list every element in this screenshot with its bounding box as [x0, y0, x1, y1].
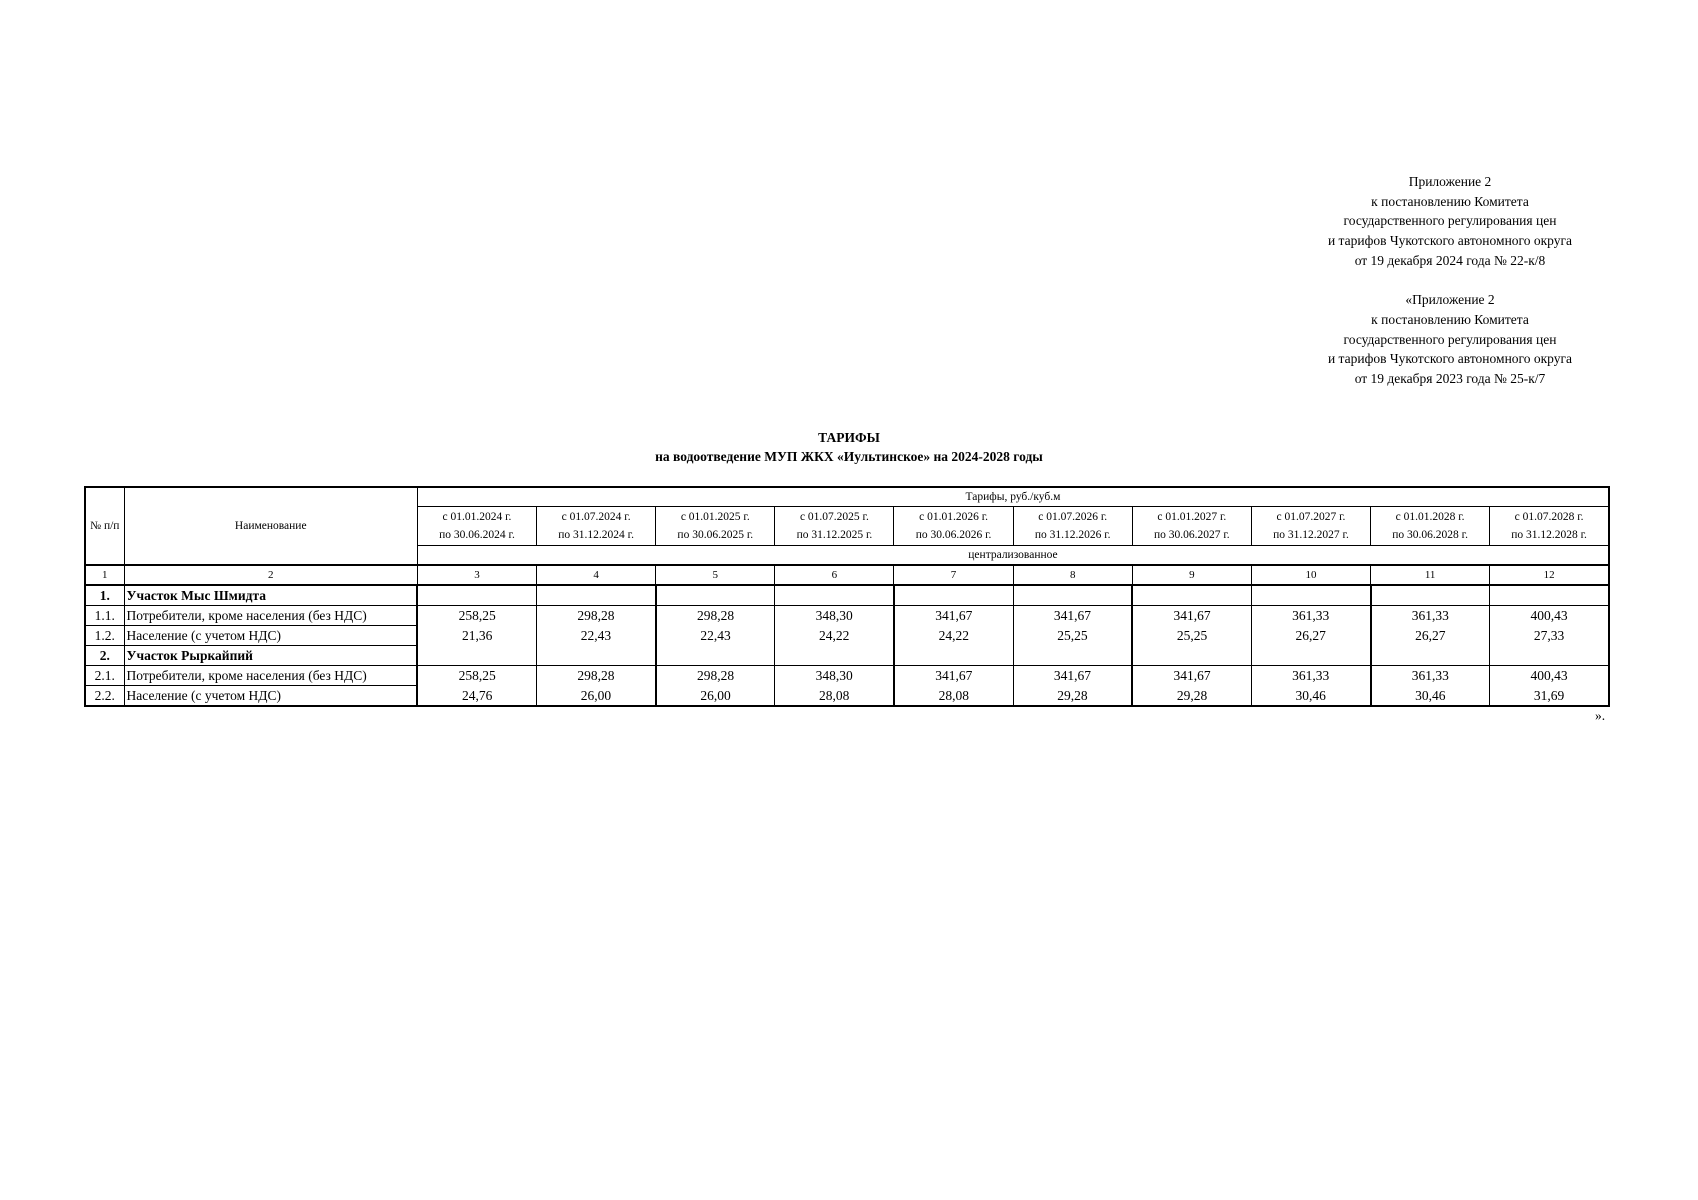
header-period-from: с 01.01.2025 г. — [680, 511, 750, 523]
tariff-value — [656, 646, 775, 666]
header-period-to: по 31.12.2027 г. — [1273, 529, 1349, 541]
tariff-value — [1371, 646, 1490, 666]
tariff-value: 26,00 — [537, 686, 656, 707]
tariff-value: 25,25 — [1132, 626, 1251, 646]
tariff-value: 341,67 — [1013, 606, 1132, 626]
column-number-1: 1 — [85, 565, 124, 585]
tariff-value: 341,67 — [1013, 666, 1132, 686]
tariff-value — [1132, 585, 1251, 606]
tariff-value: 28,08 — [894, 686, 1013, 707]
document-title — [0, 428, 1698, 466]
tariff-value: 26,00 — [656, 686, 775, 707]
tariff-value: 258,25 — [417, 666, 536, 686]
appendix-previous-line-1: «Приложение 2 — [1405, 292, 1495, 308]
tariff-value — [1132, 646, 1251, 666]
tariff-value: 28,08 — [775, 686, 894, 707]
header-period-10 — [1490, 507, 1609, 546]
row-name: Население (с учетом НДС) — [124, 626, 417, 646]
closing-quote-mark: ». — [1595, 708, 1606, 723]
row-number: 2.2. — [85, 686, 124, 707]
tariff-value — [894, 585, 1013, 606]
tariff-value: 29,28 — [1013, 686, 1132, 707]
header-period-9 — [1371, 507, 1490, 546]
tariff-value — [1251, 646, 1370, 666]
tariff-value — [1371, 585, 1490, 606]
column-number-12: 12 — [1490, 565, 1609, 585]
header-row-tariffs — [85, 487, 1609, 507]
tariff-value: 341,67 — [1132, 666, 1251, 686]
header-period-1 — [417, 507, 536, 546]
appendix-current-line-3: государственного регулирования цен — [1343, 213, 1557, 229]
header-system-type: централизованное — [417, 546, 1609, 566]
header-period-to: по 30.06.2025 г. — [677, 529, 754, 541]
header-period-from: с 01.01.2024 г. — [442, 511, 512, 523]
tariff-value — [1490, 585, 1609, 606]
tariff-value: 24,22 — [894, 626, 1013, 646]
row-number: 1. — [85, 585, 124, 606]
header-period-7 — [1132, 507, 1251, 546]
appendix-current-line-4: и тарифов Чукотского автономного округа — [1327, 233, 1573, 249]
header-period-from: с 01.07.2024 г. — [561, 511, 631, 523]
table-row — [85, 626, 1609, 646]
tariff-value: 341,67 — [894, 606, 1013, 626]
section-name: Участок Мыс Шмидта — [124, 585, 417, 606]
header-period-from: с 01.07.2028 г. — [1514, 511, 1584, 523]
column-number-9: 9 — [1132, 565, 1251, 585]
tariff-value: 298,28 — [537, 666, 656, 686]
tariff-value: 361,33 — [1371, 606, 1490, 626]
tariff-value — [1013, 585, 1132, 606]
appendix-previous-line-4: и тарифов Чукотского автономного округа — [1327, 351, 1573, 367]
tariff-value: 22,43 — [656, 626, 775, 646]
column-number-11: 11 — [1371, 565, 1490, 585]
appendix-previous-line-2: к постановлению Комитета — [1371, 311, 1529, 327]
row-name: Население (с учетом НДС) — [124, 686, 417, 707]
tariff-value: 400,43 — [1490, 606, 1609, 626]
header-period-2 — [537, 507, 656, 546]
tariff-value — [775, 585, 894, 606]
column-number-8: 8 — [1013, 565, 1132, 585]
tariff-value: 348,30 — [775, 666, 894, 686]
tariff-value — [1490, 646, 1609, 666]
appendix-current — [1250, 172, 1650, 271]
header-period-6 — [1013, 507, 1132, 546]
column-number-4: 4 — [537, 565, 656, 585]
tariff-value: 341,67 — [1132, 606, 1251, 626]
appendix-previous-line-5: от 19 декабря 2023 года № 25-к/7 — [1354, 371, 1546, 387]
tariff-value — [1013, 646, 1132, 666]
header-name: Наименование — [124, 487, 417, 565]
column-number-3: 3 — [417, 565, 536, 585]
row-number: 1.1. — [85, 606, 124, 626]
tariff-value: 258,25 — [417, 606, 536, 626]
header-number: № п/п — [85, 487, 124, 565]
table-section-row — [85, 646, 1609, 666]
tariff-value — [537, 646, 656, 666]
header-period-from: с 01.07.2026 г. — [1038, 511, 1108, 523]
header-period-to: по 30.06.2028 г. — [1392, 529, 1468, 541]
header-period-3 — [656, 507, 775, 546]
tariff-value: 298,28 — [537, 606, 656, 626]
header-period-to: по 30.06.2024 г. — [439, 529, 515, 541]
document-title-subtitle: на водоотведение МУП ЖКХ «Иультинское» на 2024-2028 годы — [655, 449, 1043, 464]
appendix-current-line-2: к постановлению Комитета — [1371, 193, 1529, 209]
tariff-value: 29,28 — [1132, 686, 1251, 707]
header-period-from: с 01.01.2028 г. — [1395, 511, 1465, 523]
header-period-to: по 31.12.2028 г. — [1511, 529, 1587, 541]
tariff-value: 31,69 — [1490, 686, 1609, 707]
tariff-value — [537, 585, 656, 606]
tariff-value: 25,25 — [1013, 626, 1132, 646]
tariff-value: 26,27 — [1251, 626, 1370, 646]
header-row-column-numbers — [85, 565, 1609, 585]
tariff-value: 27,33 — [1490, 626, 1609, 646]
column-number-7: 7 — [894, 565, 1013, 585]
tariff-value: 348,30 — [775, 606, 894, 626]
header-period-4 — [775, 507, 894, 546]
tariff-value: 361,33 — [1371, 666, 1490, 686]
tariff-value: 361,33 — [1251, 606, 1370, 626]
tariff-value — [417, 646, 536, 666]
tariffs-table — [84, 486, 1610, 707]
header-period-from: с 01.01.2026 г. — [919, 511, 988, 523]
column-number-5: 5 — [656, 565, 775, 585]
tariff-value — [1251, 585, 1370, 606]
tariff-value — [417, 585, 536, 606]
header-period-to: по 31.12.2024 г. — [558, 529, 634, 541]
tariff-value: 22,43 — [537, 626, 656, 646]
row-number: 1.2. — [85, 626, 124, 646]
tariff-value — [775, 646, 894, 666]
appendix-header — [1250, 172, 1650, 389]
header-period-to: по 31.12.2025 г. — [796, 529, 873, 541]
appendix-current-line-1: Приложение 2 — [1408, 174, 1492, 189]
table-section-row — [85, 585, 1609, 606]
appendix-previous-line-3: государственного регулирования цен — [1343, 331, 1557, 347]
column-number-6: 6 — [775, 565, 894, 585]
appendix-current-line-5: от 19 декабря 2024 года № 22-к/8 — [1354, 252, 1546, 268]
table-row — [85, 686, 1609, 707]
tariff-value — [656, 585, 775, 606]
tariff-value: 24,22 — [775, 626, 894, 646]
header-period-5 — [894, 507, 1013, 546]
tariff-value: 298,28 — [656, 606, 775, 626]
section-name: Участок Рыркайпий — [124, 646, 417, 666]
header-period-to: по 30.06.2027 г. — [1153, 529, 1230, 541]
tariff-value: 24,76 — [417, 686, 536, 707]
header-period-8 — [1251, 507, 1370, 546]
tariff-value — [894, 646, 1013, 666]
tariff-value: 30,46 — [1371, 686, 1490, 707]
row-number: 2.1. — [85, 666, 124, 686]
tariff-value: 400,43 — [1490, 666, 1609, 686]
appendix-previous — [1250, 290, 1650, 389]
table-row — [85, 666, 1609, 686]
header-period-from: с 01.07.2025 г. — [799, 511, 869, 523]
header-tariffs-unit: Тарифы, руб./куб.м — [417, 487, 1609, 507]
header-period-from: с 01.07.2027 г. — [1276, 511, 1346, 523]
row-number: 2. — [85, 646, 124, 666]
header-period-to: по 30.06.2026 г. — [915, 529, 992, 541]
header-period-from: с 01.01.2027 г. — [1157, 511, 1227, 523]
column-number-2: 2 — [124, 565, 417, 585]
column-number-10: 10 — [1251, 565, 1370, 585]
document-title-main: ТАРИФЫ — [818, 430, 880, 445]
tariff-value: 341,67 — [894, 666, 1013, 686]
table-row — [85, 606, 1609, 626]
tariff-value: 361,33 — [1251, 666, 1370, 686]
tariff-value: 21,36 — [417, 626, 536, 646]
tariff-value: 30,46 — [1251, 686, 1370, 707]
tariff-value: 298,28 — [656, 666, 775, 686]
header-period-to: по 31.12.2026 г. — [1034, 529, 1111, 541]
row-name: Потребители, кроме населения (без НДС) — [124, 606, 417, 626]
tariff-value: 26,27 — [1371, 626, 1490, 646]
row-name: Потребители, кроме населения (без НДС) — [124, 666, 417, 686]
